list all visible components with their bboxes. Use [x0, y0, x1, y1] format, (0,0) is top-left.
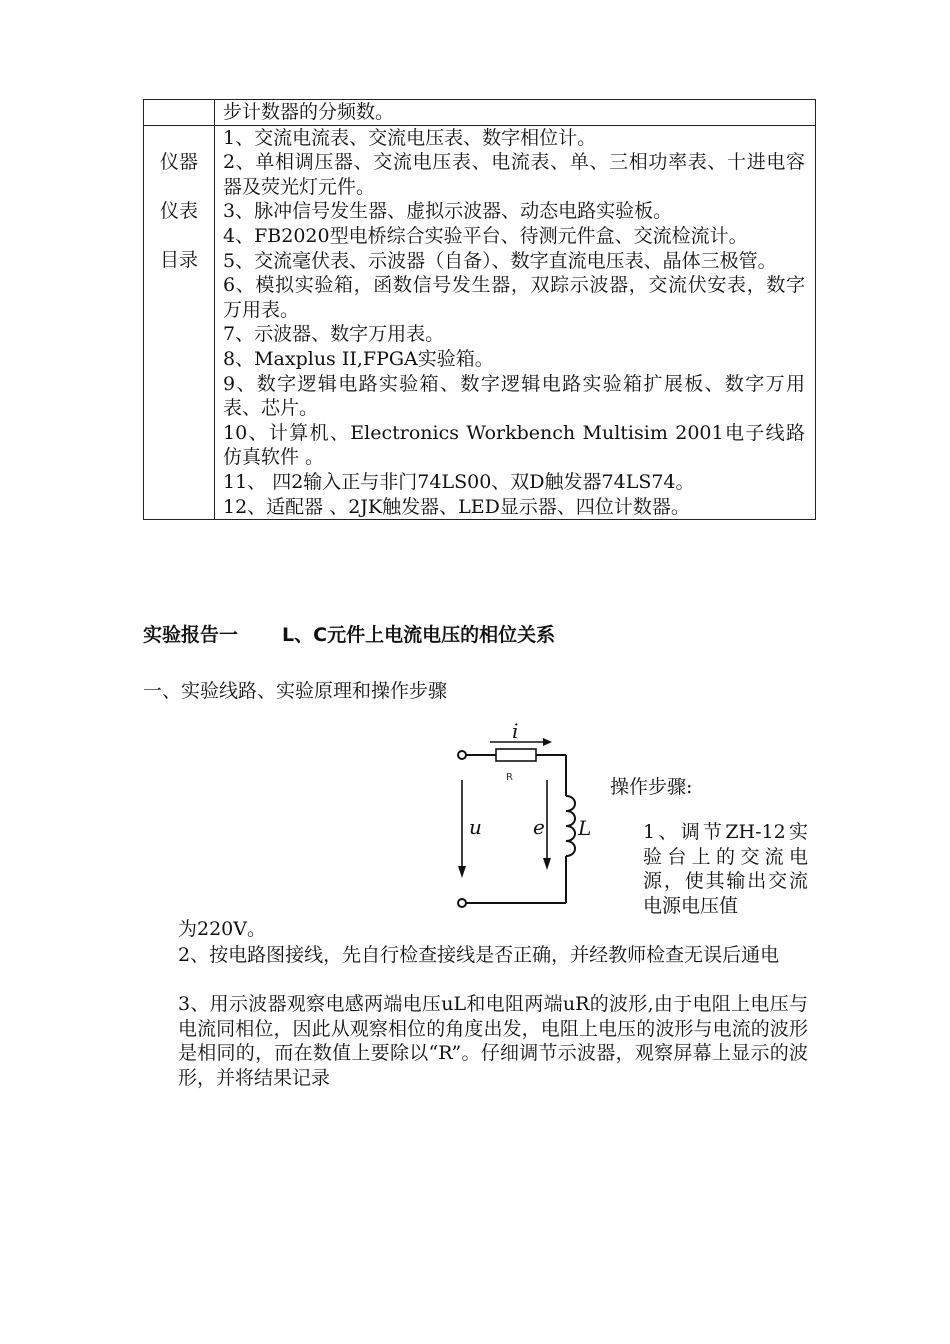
terminal-bottom	[458, 899, 466, 907]
list-item: 12、适配器 、2JK触发器、LED显示器、四位计数器。	[223, 495, 690, 518]
list-item: 2、单相调压器、交流电压表、电流表、单、三相功率表、十进电容器及荧光灯元件。	[223, 151, 805, 198]
list-item: 3、脉冲信号发生器、虚拟示波器、动态电路实验板。	[223, 200, 673, 223]
report-title-text: L、C元件上电流电压的相位关系	[282, 624, 556, 646]
list-item: 6、模拟实验箱，函数信号发生器，双踪示波器，交流伏安表，数字万用表。	[223, 274, 805, 321]
report-title-number: 实验报告一	[143, 624, 239, 646]
label-line: 仪表	[159, 199, 198, 222]
equipment-table	[143, 99, 816, 520]
inductor-label: L	[578, 816, 592, 840]
step-2: 2、按电路图接线，先自行检查接线是否正确，并经教师检查无误后通电	[178, 944, 780, 966]
step-3: 3、用示波器观察电感两端电压uL和电阻两端uR的波形,由于电阻上电压与电流同相位，因此从观察相位的角度出发，电阻上电压的波形与电流的波形是相同的，而在数值上要除以“R”。仔细调节示波器，观察屏幕上显示的波形，并将结果记录	[178, 993, 808, 1089]
table-row	[144, 125, 816, 520]
terminal-top	[458, 751, 466, 759]
list-item: 9、数字逻辑电路实验箱、数字逻辑电路实验箱扩展板、数字万用表、芯片。	[223, 372, 805, 420]
voltage-label: u	[469, 815, 482, 839]
equipment-label-cell	[144, 125, 215, 520]
list-item: 11、 四2输入正与非门74LS00、双D触发器74LS74。	[223, 470, 695, 493]
step-1-continued: 为220V。	[178, 918, 266, 940]
list-item: 4、FB2020型电桥综合实验平台、待测元件盒、交流检流计。	[223, 224, 748, 247]
label-line: 仪器	[159, 150, 198, 173]
table-label-cell-empty	[144, 100, 215, 126]
resistor-symbol	[496, 749, 536, 761]
steps-title: 操作步骤:	[610, 776, 693, 798]
label-line: 目录	[159, 248, 198, 271]
current-label: i	[512, 719, 519, 743]
emf-label: e	[533, 815, 545, 839]
list-item: 10、计算机、Electronics Workbench Multisim 2001电子线路仿真软件 。	[223, 421, 805, 469]
list-item: 7、示波器、数字万用表。	[223, 323, 445, 346]
list-item: 5、交流毫伏表、示波器（自备）、数字直流电压表、晶体三极管。	[223, 249, 777, 272]
list-item: 8、Maxplus II,FPGA实验箱。	[223, 347, 494, 370]
section-heading: 一、实验线路、实验原理和操作步骤	[143, 680, 448, 702]
equipment-list-cell	[215, 125, 816, 520]
resistor-label: R	[506, 772, 513, 783]
list-item: 1、交流电流表、交流电压表、数字相位计。	[223, 126, 597, 149]
step-1: 1、调节ZH-12实验台上的交流电源，使其输出交流电源电压值	[643, 821, 808, 917]
inductor-symbol	[566, 796, 575, 856]
circuit-diagram	[448, 718, 598, 918]
table-row	[144, 100, 816, 126]
table-cell-text: 步计数器的分频数。	[223, 101, 395, 123]
table-content-cell	[215, 100, 816, 126]
report-title	[143, 620, 555, 647]
